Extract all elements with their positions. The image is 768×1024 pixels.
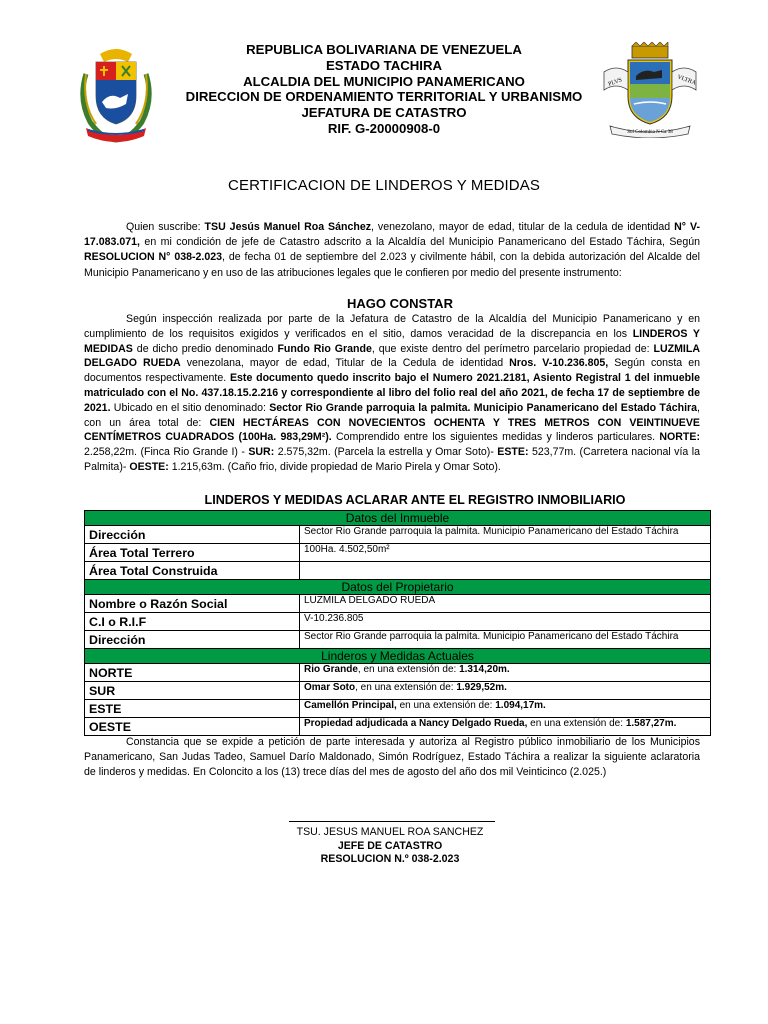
header-line-state: ESTADO TACHIRA <box>326 57 442 73</box>
body-bold: OESTE: <box>129 460 169 473</box>
table-row <box>85 562 711 580</box>
table-row <box>85 700 711 718</box>
table-section-row <box>85 649 711 664</box>
header-line-direction: DIRECCION DE ORDENAMIENTO TERRITORIAL Y URBANISMO <box>185 89 583 105</box>
row-label: NORTE <box>85 664 300 682</box>
boundary-length: 1.587,27m. <box>625 718 677 729</box>
body-text: Según consta en documentos respectivamente. <box>84 357 700 385</box>
body-text: 2.258,22m. (Finca Rio Grande I) - <box>84 446 249 459</box>
row-label: OESTE <box>85 718 300 736</box>
body-bold: LUZMILA DELGADO RUEDA <box>84 342 700 370</box>
body-bold: Nros. V-10.236.805, <box>509 357 609 370</box>
header-line-department: JEFATURA DE CATASTRO <box>301 105 467 121</box>
coat-of-arms-municipality-icon <box>600 42 700 138</box>
intro-text: Quien suscribe: <box>126 221 205 233</box>
row-label: Dirección <box>85 631 300 649</box>
body-bold: SUR: <box>248 446 275 459</box>
signer-name: TSU Jesús Manuel Roa Sánchez <box>204 221 372 233</box>
boundary-text: en una extensión de: <box>396 700 496 711</box>
section-header: Datos del Propietario <box>85 580 711 595</box>
ribbon-right-text: VLTRA <box>676 74 697 87</box>
document-title: CERTIFICACION DE LINDEROS Y MEDIDAS <box>228 177 540 194</box>
boundary-name: Rio Grande <box>304 664 358 675</box>
table-row <box>85 664 711 682</box>
table-row <box>85 544 711 562</box>
closing-text: Constancia que se expide a petición de parte interesada y autoriza al Registro público inmobiliario de los Municipios Panamericano, San Judas Tadeo, Samuel Darío Maldonado, Simón Rodríguez, Estado Táchira a realizar la siguiente aclaratoria de linderos y medidas. En Coloncito a los (13) trece días del mes de agosto del año dos mil Veinticinco (2.025.) <box>84 736 700 779</box>
body-text: , con un área total de: <box>84 401 700 429</box>
row-label: SUR <box>85 682 300 700</box>
body-text: Ubicado en el sitio denominado: <box>110 401 270 414</box>
body-bold: Este documento quedo inscrito bajo el Numero 2021.2181, Asiento Registral 1 del inmueble matriculado con el No. 437.18.15.2.216 y correspondiente al libro del folio real del año 2021, de fecha 17 de septiembre de 2021. <box>84 372 700 414</box>
body-text: , que existe dentro del perímetro parcelario propiedad de: <box>371 342 654 355</box>
row-value <box>300 700 711 718</box>
body-text: de dicho predio denominado <box>132 342 278 355</box>
row-label: Dirección <box>85 526 300 544</box>
table-section-row <box>85 580 711 595</box>
intro-text: , venezolano, mayor de edad, titular de la cedula de identidad <box>371 221 675 233</box>
body-bold: LINDEROS Y MEDIDAS <box>84 327 700 355</box>
boundary-length: 1.929,52m. <box>456 682 507 693</box>
row-label: C.I o R.I.F <box>85 613 300 631</box>
header-line-country: REPUBLICA BOLIVARIANA DE VENEZUELA <box>246 42 522 57</box>
intro-text: , de fecha 01 de septiembre del 2.023 y civilmente hábil, con la debida autorización del Alcalde del Municipio Panamericano y en uso de las atribuciones legales que le confieren por medio del presente instrumento: <box>84 251 700 279</box>
row-label: Área Total Construida <box>85 562 300 580</box>
intro-paragraph <box>84 220 700 281</box>
table-row <box>85 526 711 544</box>
boundaries-table <box>84 510 711 736</box>
signature-block <box>240 826 540 867</box>
intro-text: en mi condición de jefe de Catastro adscrito a la Alcaldía del Municipio Panamericano del Estado Táchira, Según <box>139 236 700 249</box>
row-value <box>300 664 711 682</box>
row-value: 100Ha. 4.502,50m² <box>300 544 711 562</box>
section-header: Linderos y Medidas Actuales <box>85 649 711 664</box>
boundary-name: Camellón Principal, <box>304 700 397 711</box>
row-value: V-10.236.805 <box>300 613 711 631</box>
signer-id: N° V-17.083.071, <box>84 221 700 249</box>
scroll-text: Sol Colombia N Ca 38 <box>627 130 673 135</box>
signer-full-name: TSU. JESUS MANUEL ROA SANCHEZ <box>296 826 484 838</box>
row-label: ESTE <box>85 700 300 718</box>
section-header: Datos del Inmueble <box>85 511 711 526</box>
body-text: 1.215,63m. (Caño frio, divide propiedad de Mario Pirela y Omar Soto). <box>168 460 501 473</box>
header-line-municipality: ALCALDIA DEL MUNICIPIO PANAMERICANO <box>243 73 525 89</box>
coat-of-arms-venezuela-icon <box>72 44 160 144</box>
boundary-text: en una extensión de: <box>527 718 626 729</box>
boundary-text: , en una extensión de: <box>357 664 460 675</box>
row-label: Nombre o Razón Social <box>85 595 300 613</box>
body-text: venezolana, mayor de edad, Titular de la Cedula de identidad <box>180 357 510 370</box>
closing-paragraph <box>84 735 700 781</box>
row-value: Sector Rio Grande parroquia la palmita. Municipio Panamericano del Estado Táchira <box>300 631 711 649</box>
boundary-length: 1.314,20m. <box>459 664 510 675</box>
section-heading: HAGO CONSTAR <box>347 296 453 311</box>
table-title: LINDEROS Y MEDIDAS ACLARAR ANTE EL REGISTRO INMOBILIARIO <box>204 493 626 507</box>
table-section-row <box>85 511 711 526</box>
boundary-text: , en una extensión de: <box>355 682 457 693</box>
table-row <box>85 718 711 736</box>
row-value: LUZMILA DELGADO RUEDA <box>300 595 711 613</box>
ribbon-left-text: PLVS <box>607 77 624 88</box>
row-label: Área Total Terrero <box>85 544 300 562</box>
row-value <box>300 562 711 580</box>
signer-role: JEFE DE CATASTRO <box>337 839 443 852</box>
body-bold: CIEN HECTÁREAS CON NOVECIENTOS OCHENTA Y TRES METROS CON VEINTINUEVE CENTÍMETROS CUADRADOS (100Ha. 983,29M²). <box>84 416 700 444</box>
body-bold: NORTE: <box>659 431 700 444</box>
table-row <box>85 613 711 631</box>
resolution-ref: RESOLUCION N° 038-2.023 <box>84 251 223 264</box>
body-bold: Fundo Rio Grande <box>277 342 372 355</box>
boundary-name: Propiedad adjudicada a Nancy Delgado Rueda, <box>304 718 528 729</box>
body-paragraph <box>84 312 700 475</box>
body-bold: ESTE: <box>497 446 529 459</box>
body-text: 2.575,32m. (Parcela la estrella y Omar Soto)- <box>274 446 498 459</box>
institution-header <box>150 42 618 137</box>
row-value <box>300 718 711 736</box>
boundary-name: Omar Soto <box>304 682 356 693</box>
body-bold: Sector Rio Grande parroquia la palmita. Municipio Panamericano del Estado Táchira <box>269 401 698 414</box>
body-text: Según inspección realizada por parte de la Jefatura de Catastro de la Alcaldía del Municipio Panamericano y en cumplimiento de los requisitos exigidos y verificados en el sitio, damos veracidad de la discrepancia en los <box>84 313 700 340</box>
body-text: 523,77m. (Carretera nacional vía la Palmita)- <box>84 446 701 473</box>
header-line-rif: RIF. G-20000908-0 <box>327 120 441 136</box>
signature-line <box>289 821 495 822</box>
table-row <box>85 631 711 649</box>
row-value: Sector Rio Grande parroquia la palmita. Municipio Panamericano del Estado Táchira <box>300 526 711 544</box>
table-row <box>85 595 711 613</box>
body-text: Comprendido entre los siguientes medidas y linderos particulares. <box>331 431 660 444</box>
row-value <box>300 682 711 700</box>
signer-resolution: RESOLUCION N.º 038-2.023 <box>320 853 460 865</box>
table-row <box>85 682 711 700</box>
boundary-length: 1.094,17m. <box>495 700 546 711</box>
